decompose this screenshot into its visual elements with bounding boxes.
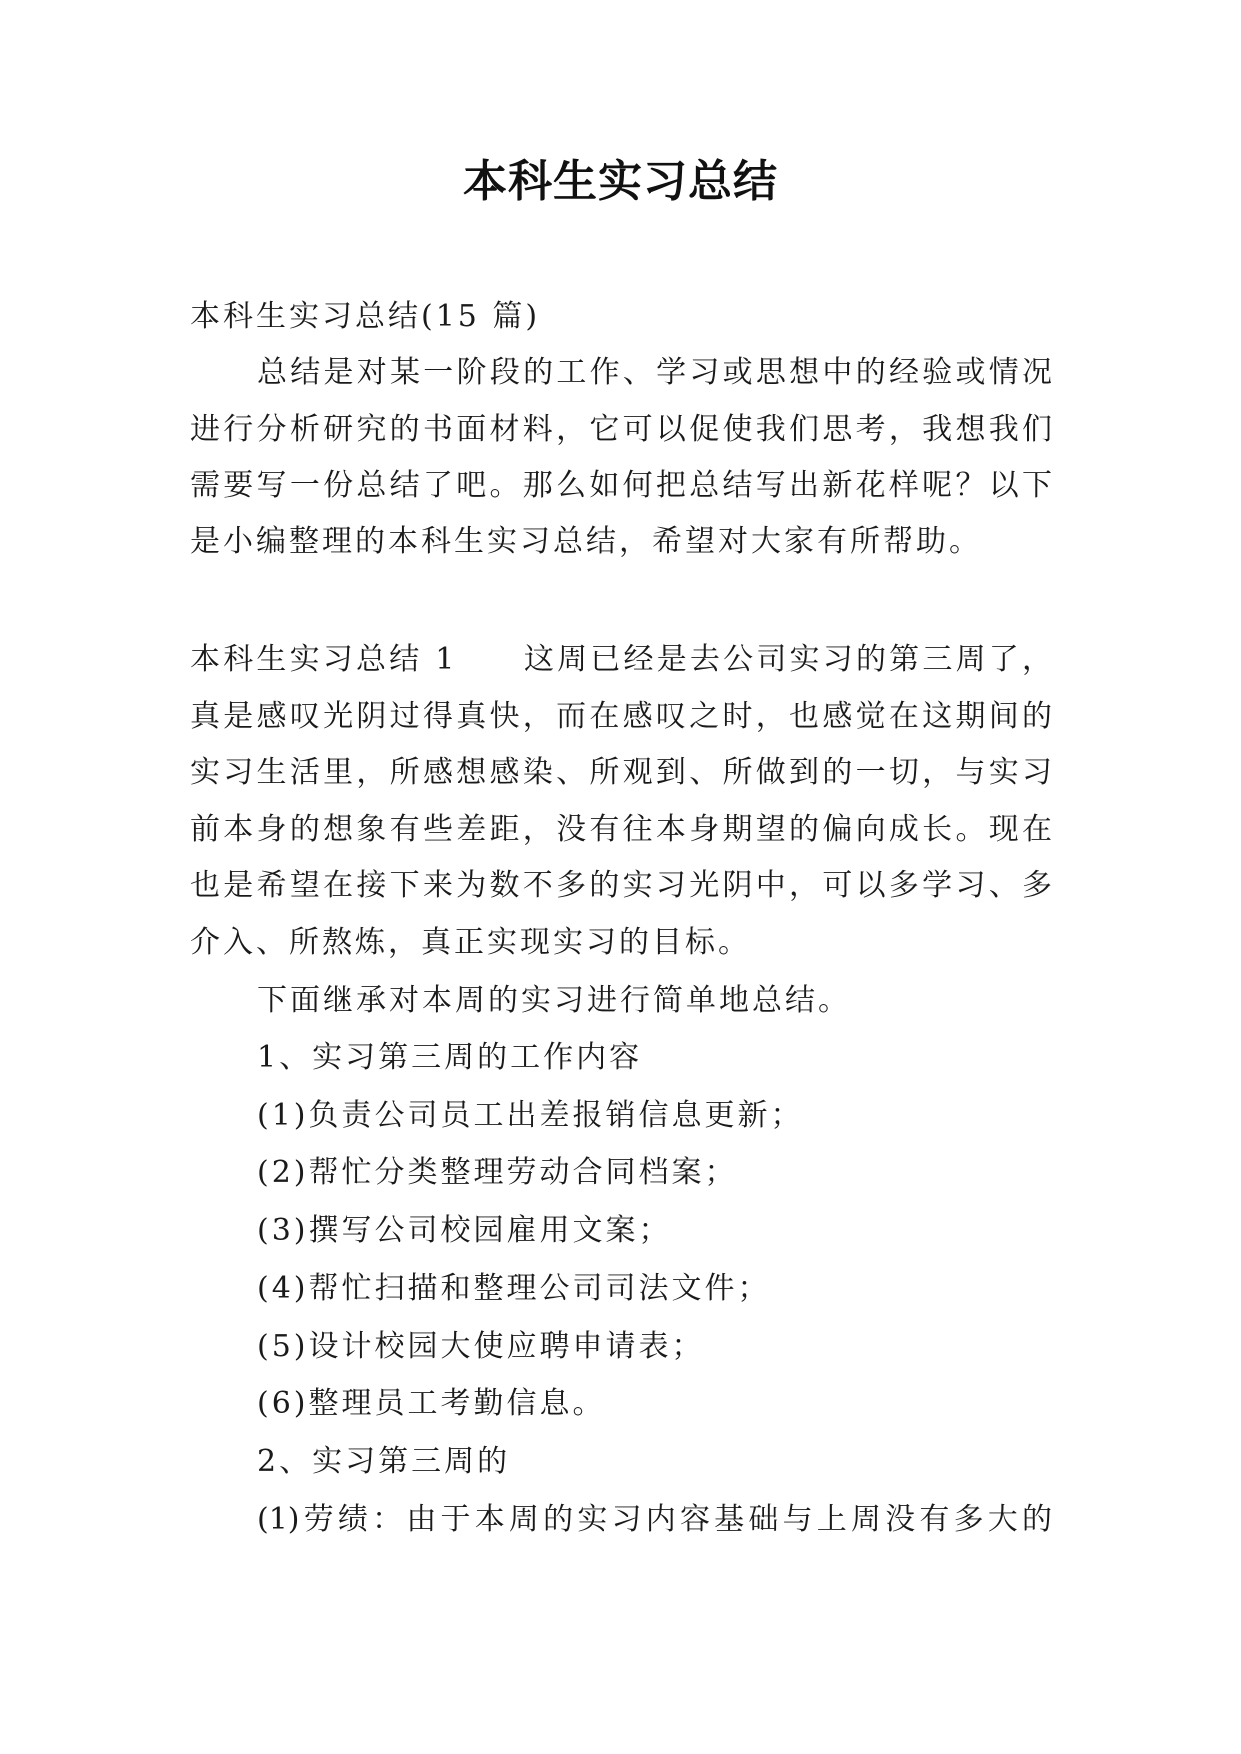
section1-line: 前本身的想象有些差距，没有往本身期望的偏向成长。现在: [190, 812, 1052, 847]
section1-line: 也是希望在接下来为数不多的实习光阴中，可以多学习、多: [190, 868, 1052, 903]
body-line: (1)劳绩：由于本周的实习内容基础与上周没有多大的: [257, 1502, 1052, 1537]
section-heading: 1、实习第三周的工作内容: [257, 1040, 643, 1075]
summary-intro: 下面继承对本周的实习进行简单地总结。: [257, 983, 851, 1018]
section1-line: 实习生活里，所感想感染、所观到、所做到的一切，与实习: [190, 755, 1052, 790]
work-item: (3)撰写公司校园雇用文案；: [257, 1213, 672, 1248]
section1-line: 本科生实习总结 1 这周已经是去公司实习的第三周了，: [190, 642, 1052, 677]
page-title: 本科生实习总结: [463, 156, 778, 207]
work-item: (1)负责公司员工出差报销信息更新；: [257, 1098, 804, 1133]
section1-line: 真是感叹光阴过得真快，而在感叹之时，也感觉在这期间的: [190, 699, 1052, 734]
document-subtitle: 本科生实习总结(15 篇): [190, 299, 541, 334]
work-item: (4)帮忙扫描和整理公司司法文件；: [257, 1271, 771, 1306]
section-heading: 2、实习第三周的: [257, 1444, 511, 1479]
section1-line: 介入、所熬炼，真正实现实习的目标。: [190, 925, 751, 960]
intro-line: 需要写一份总结了吧。那么如何把总结写出新花样呢？以下: [190, 468, 1052, 503]
intro-line: 是小编整理的本科生实习总结，希望对大家有所帮助。: [190, 524, 982, 559]
intro-line: 总结是对某一阶段的工作、学习或思想中的经验或情况: [257, 355, 1052, 390]
work-item: (2)帮忙分类整理劳动合同档案；: [257, 1155, 738, 1190]
work-item: (6)整理员工考勤信息。: [257, 1386, 606, 1421]
work-item: (5)设计校园大使应聘申请表；: [257, 1329, 705, 1364]
intro-line: 进行分析研究的书面材料，它可以促使我们思考，我想我们: [190, 412, 1052, 447]
